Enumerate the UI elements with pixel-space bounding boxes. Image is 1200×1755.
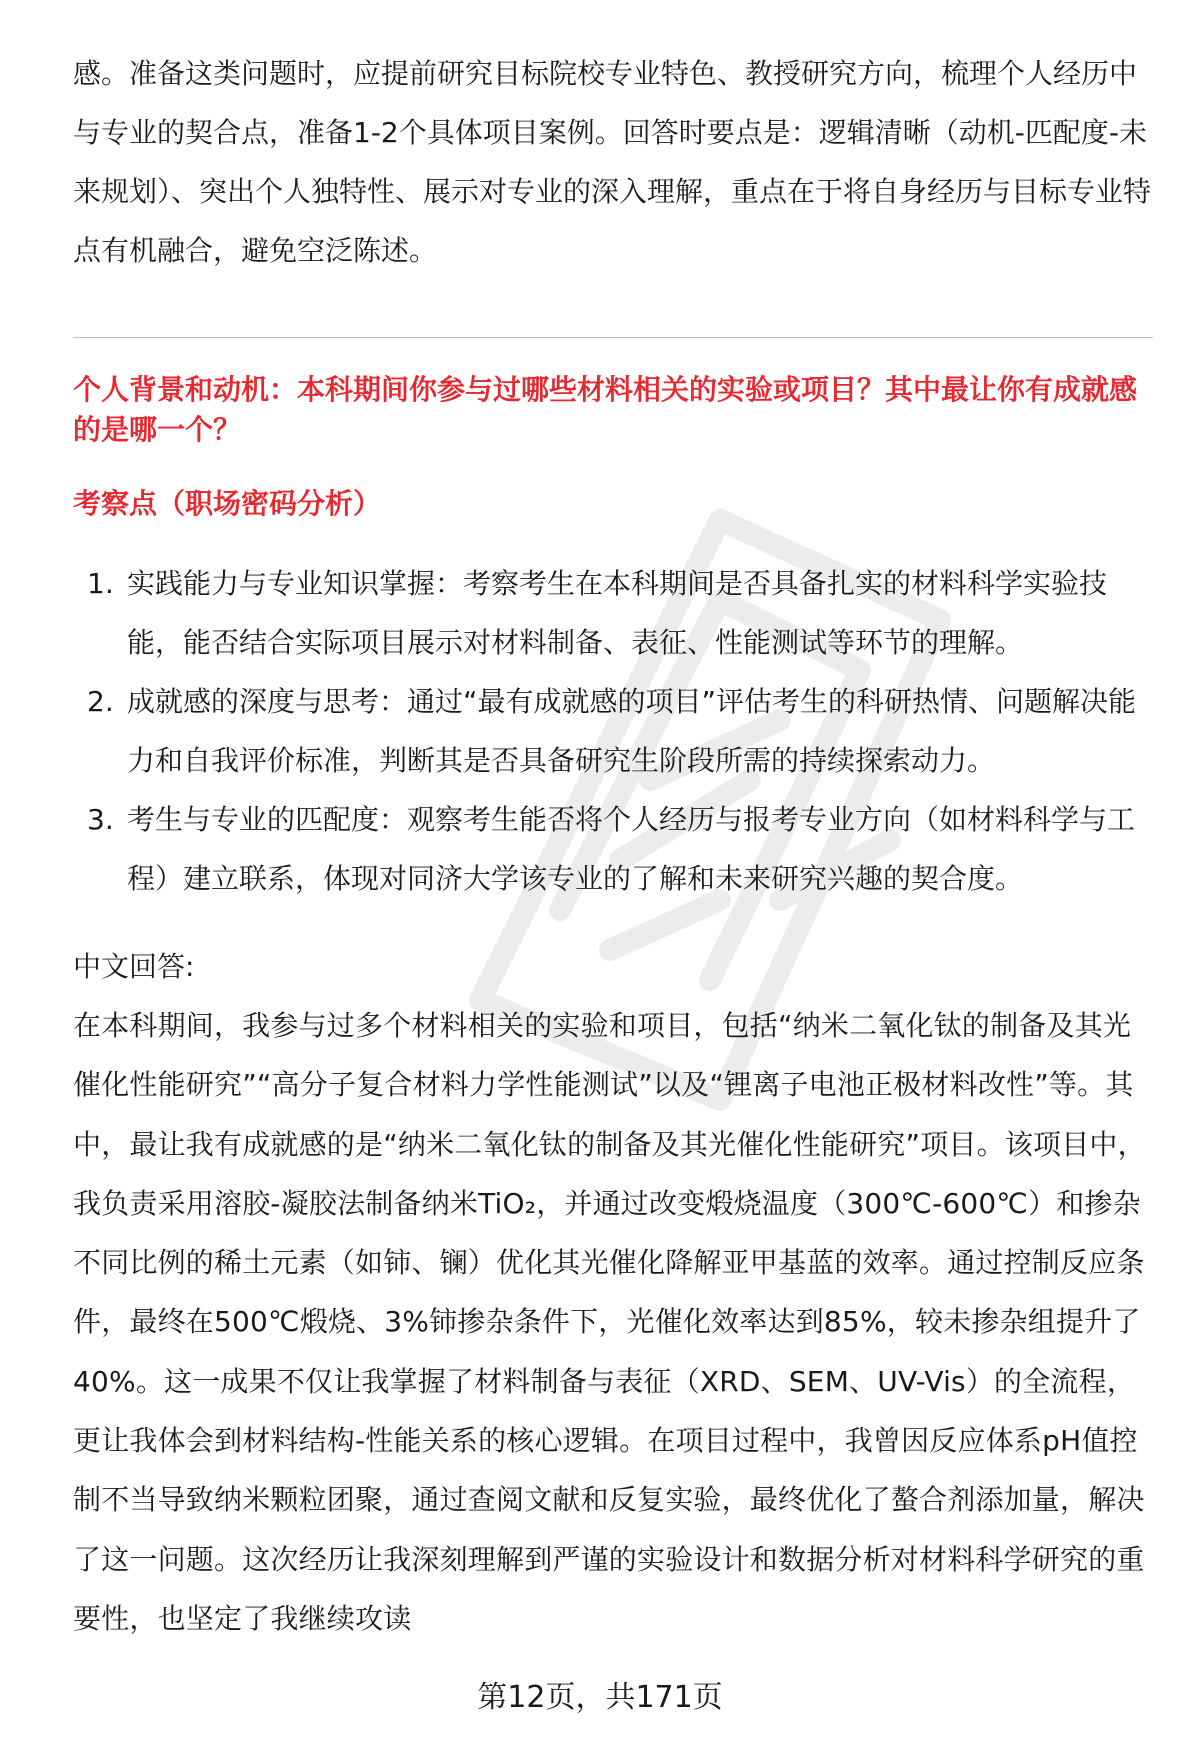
list-number: 1. — [87, 567, 114, 600]
answer-label: 中文回答: — [73, 950, 195, 983]
list-item — [73, 672, 1153, 790]
list-item — [73, 554, 1153, 672]
answer-paragraph: 在本科期间，我参与过多个材料相关的实验和项目，包括“纳米二氧化钛的制备及其光催化性能研究”“高分子复合材料力学性能测试”以及“锂离子电池正极材料改性”等。其中，最让我有成就感的是“纳米二氧化钛的制备及其光催化性能研究”项目。该项目中，我负责采用溶胶-凝胶法制备纳米TiO₂，并通过改变煅烧温度（300℃-600℃）和掺杂不同比例的稀土元素（如铈、镧）优化其光催化降解亚甲基蓝的效率。通过控制反应条件，最终在500℃煅烧、3%铈掺杂条件下，光催化效率达到85%，较未掺杂组提升了40%。这一成果不仅让我掌握了材料制备与表征（XRD、SEM、UV-Vis）的全流程，更让我体会到材料结构-性能关系的核心逻辑。在项目过程中，我曾因反应体系pH值控制不当导致纳米颗粒团聚，通过查阅文献和反复实验，最终优化了螯合剂添加量，解决了这一问题。这次经历让我深刻理解到严谨的实验设计和数据分析对材料科学研究的重要性，也坚定了我继续攻读 — [73, 1009, 1146, 1635]
list-item-text: 成就感的深度与思考：通过“最有成就感的项目”评估考生的科研热情、问题解决能力和自我评价标准，判断其是否具备研究生阶段所需的持续探索动力。 — [127, 685, 1137, 777]
list-item-text: 考生与专业的匹配度：观察考生能否将个人经历与报考专业方向（如材料科学与工程）建立联系，体现对同济大学该专业的了解和未来研究兴趣的契合度。 — [127, 803, 1136, 895]
list-item-text: 实践能力与专业知识掌握：考察考生在本科期间是否具备扎实的材料科学实验技能，能否结合实际项目展示对材料制备、表征、性能测试等环节的理解。 — [127, 567, 1108, 659]
list-number: 2. — [87, 685, 114, 718]
intro-paragraph: 感。准备这类问题时，应提前研究目标院校专业特色、教授研究方向，梳理个人经历中与专业的契合点，准备1-2个具体项目案例。回答时要点是：逻辑清晰（动机-匹配度-未来规划）、突出个人独特性、展示对专业的深入理解，重点在于将自身经历与目标专业特点有机融合，避免空泛陈述。 — [73, 57, 1152, 267]
assessment-points-list — [73, 554, 1153, 908]
page-number-footer: 第12页，共171页 — [477, 1680, 723, 1715]
question-title: 个人背景和动机：本科期间你参与过哪些材料相关的实验或项目？其中最让你有成就感的是哪一个？ — [73, 373, 1138, 446]
section-divider — [73, 337, 1153, 338]
list-item — [73, 790, 1153, 908]
list-number: 3. — [87, 803, 114, 836]
section-heading: 考察点（职场密码分析） — [73, 487, 382, 520]
